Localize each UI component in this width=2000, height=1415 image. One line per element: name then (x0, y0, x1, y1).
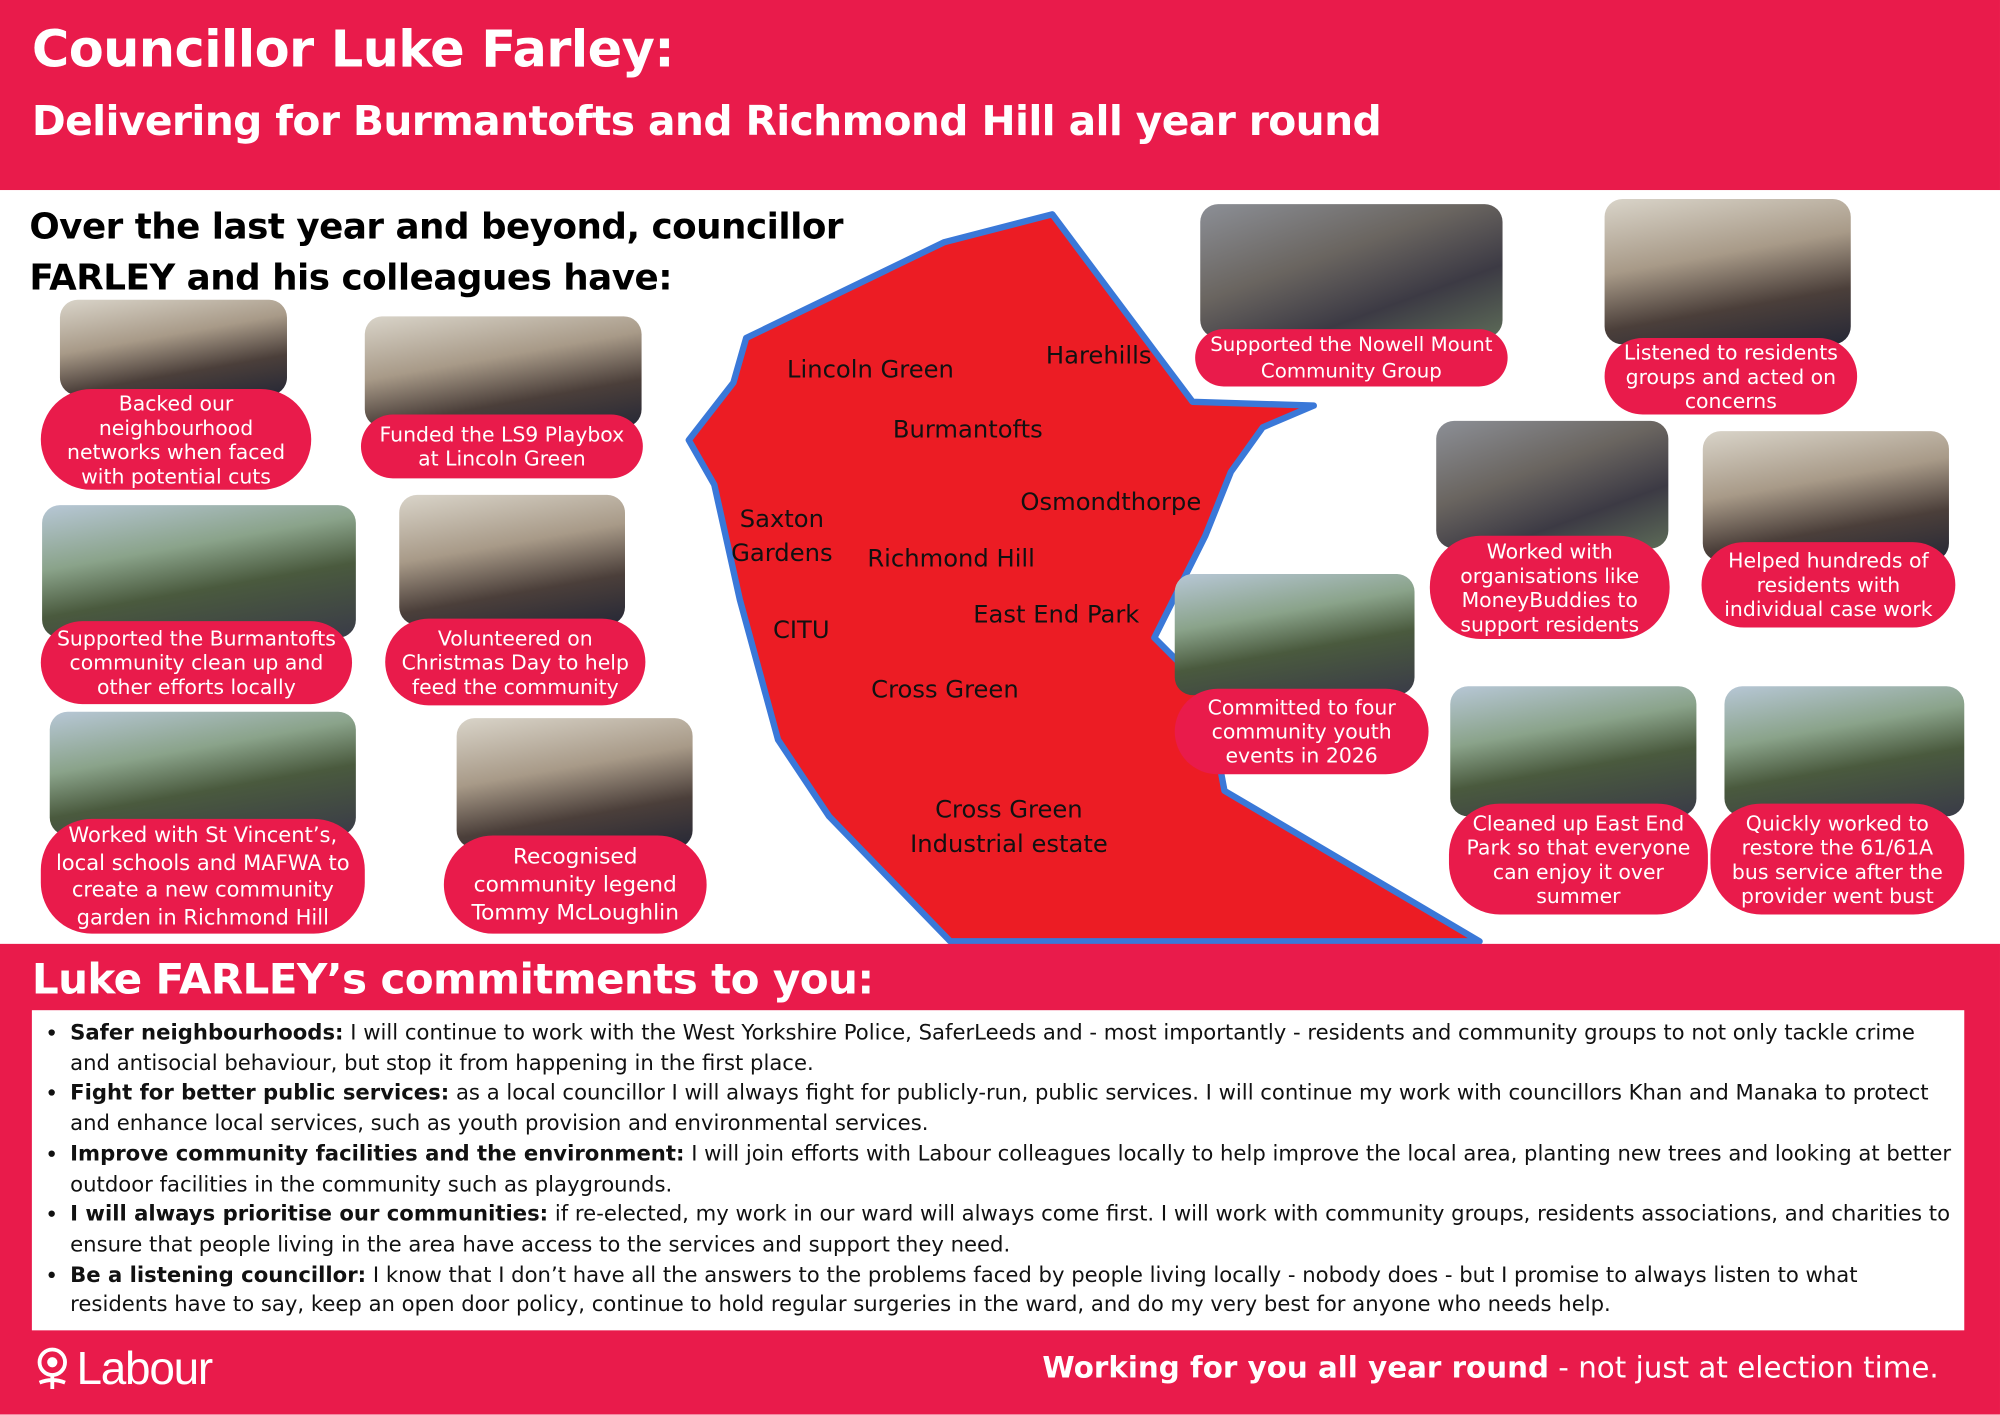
commitment-item (70, 1018, 1951, 1078)
photo (42, 505, 356, 638)
map-label: East End Park (973, 600, 1140, 629)
tagline (1042, 1352, 1938, 1385)
photo (399, 495, 625, 625)
commitment-text: I know that I don’t have all the answers to the problems faced by people living locally - nobody does - but I promise to always listen to what residents have to say, keep an open door policy, continue to hold regular surgeries in the ward, and do my very best for anyone who needs help. (70, 1262, 1858, 1317)
map-label: Saxton Gardens (731, 505, 833, 568)
tagline-bold: Working for you all year round (1042, 1352, 1549, 1386)
commitment-item (70, 1199, 1951, 1259)
achievement-label: Funded the LS9 Playbox at Lincoln Green (361, 415, 643, 479)
labour-logo (32, 1342, 212, 1396)
map-label: CITU (772, 616, 830, 645)
rose-icon (32, 1347, 73, 1390)
achievement-label: Committed to four community youth events in 2026 (1175, 689, 1429, 774)
commitment-title: Safer neighbourhoods: (70, 1020, 344, 1045)
map-label: Lincoln Green (786, 355, 954, 384)
map-label: Cross Green (871, 676, 1019, 705)
photo (1724, 686, 1964, 816)
photo (1436, 421, 1668, 549)
achievement-label: Listened to residents groups and acted on concerns (1605, 338, 1858, 415)
map-label: Burmantofts (892, 415, 1043, 444)
achievement-label: Cleaned up East End Park so that everyone can enjoy it over summer (1449, 804, 1708, 915)
photo (1200, 204, 1502, 338)
achievement-label: Worked with organisations like MoneyBuddies to support residents (1430, 536, 1670, 639)
page-title: Councillor Luke Farley: (31, 20, 675, 80)
map-label: Osmondthorpe (1020, 488, 1202, 517)
achievement-label: Helped hundreds of residents with individual case work (1702, 542, 1956, 627)
achievement-label: Quickly worked to restore the 61/61A bus service after the provider went bust (1710, 804, 1964, 915)
commitment-item (70, 1260, 1951, 1320)
commitment-text: I will join efforts with Labour colleagues locally to help improve the local area, planting new trees and looking at better outdoor facilities in the community such as playgrounds. (70, 1141, 1952, 1196)
photo (50, 712, 356, 836)
page-subtitle: Delivering for Burmantofts and Richmond Hill all year round (31, 96, 1382, 146)
map-label: Cross Green Industrial estate (910, 795, 1108, 859)
achievement-label: Supported the Burmantofts community clean up and other efforts locally (41, 621, 352, 704)
achievement-label: Recognised community legend Tommy McLoughlin (444, 835, 707, 933)
photo (1450, 686, 1696, 816)
photo (1605, 199, 1851, 344)
photo (457, 718, 693, 848)
achievement-label: Supported the Nowell Mount Community Group (1195, 329, 1507, 386)
commitments-heading: Luke FARLEY’s commitments to you: (31, 954, 874, 1004)
commitment-text: if re-elected, my work in our ward will always come first. I will work with community groups, residents associations, and charities to ensure that people living in the area have access to the services and support they need. (70, 1201, 1951, 1257)
commitment-title: I will always prioritise our communities: (70, 1201, 549, 1227)
intro-heading: Over the last year and beyond, councillor FARLEY and his colleagues have: (29, 205, 843, 299)
labour-logo-text: Labour (76, 1341, 212, 1395)
commitment-item (70, 1078, 1951, 1138)
commitment-title: Improve community facilities and the environment: (70, 1141, 685, 1166)
map-label: Harehills (1045, 341, 1152, 370)
commitments-box (32, 1010, 1964, 1330)
commitment-text: as a local councillor I will always fight for publicly-run, public services. I will continue my work with councillors Khan and Manaka to protect and enhance local services, such as youth provision and environmental services. (70, 1080, 1929, 1136)
commitment-text: I will continue to work with the West Yorkshire Police, SaferLeeds and - most importantly - residents and community groups to not only tackle crime and antisocial behaviour, but stop it from happening in the first place. (70, 1020, 1915, 1075)
achievement-label: Backed our neighbourhood networks when faced with potential cuts (41, 389, 311, 490)
photo (1175, 574, 1415, 695)
commitments-section (0, 944, 2000, 1415)
achievement-label: Worked with St Vincent’s, local schools and MAFWA to create a new community garden in Richmond Hill (41, 819, 365, 934)
photo (60, 300, 287, 396)
commitment-title: Be a listening councillor: (70, 1262, 367, 1287)
commitment-title: Fight for better public services: (70, 1080, 450, 1106)
map-label: Richmond Hill (867, 544, 1035, 573)
photo (365, 316, 642, 427)
commitment-item (70, 1139, 1951, 1199)
achievement-label: Volunteered on Christmas Day to help feed the community (385, 619, 645, 706)
tagline-rest: - not just at election time. (1548, 1352, 1939, 1386)
